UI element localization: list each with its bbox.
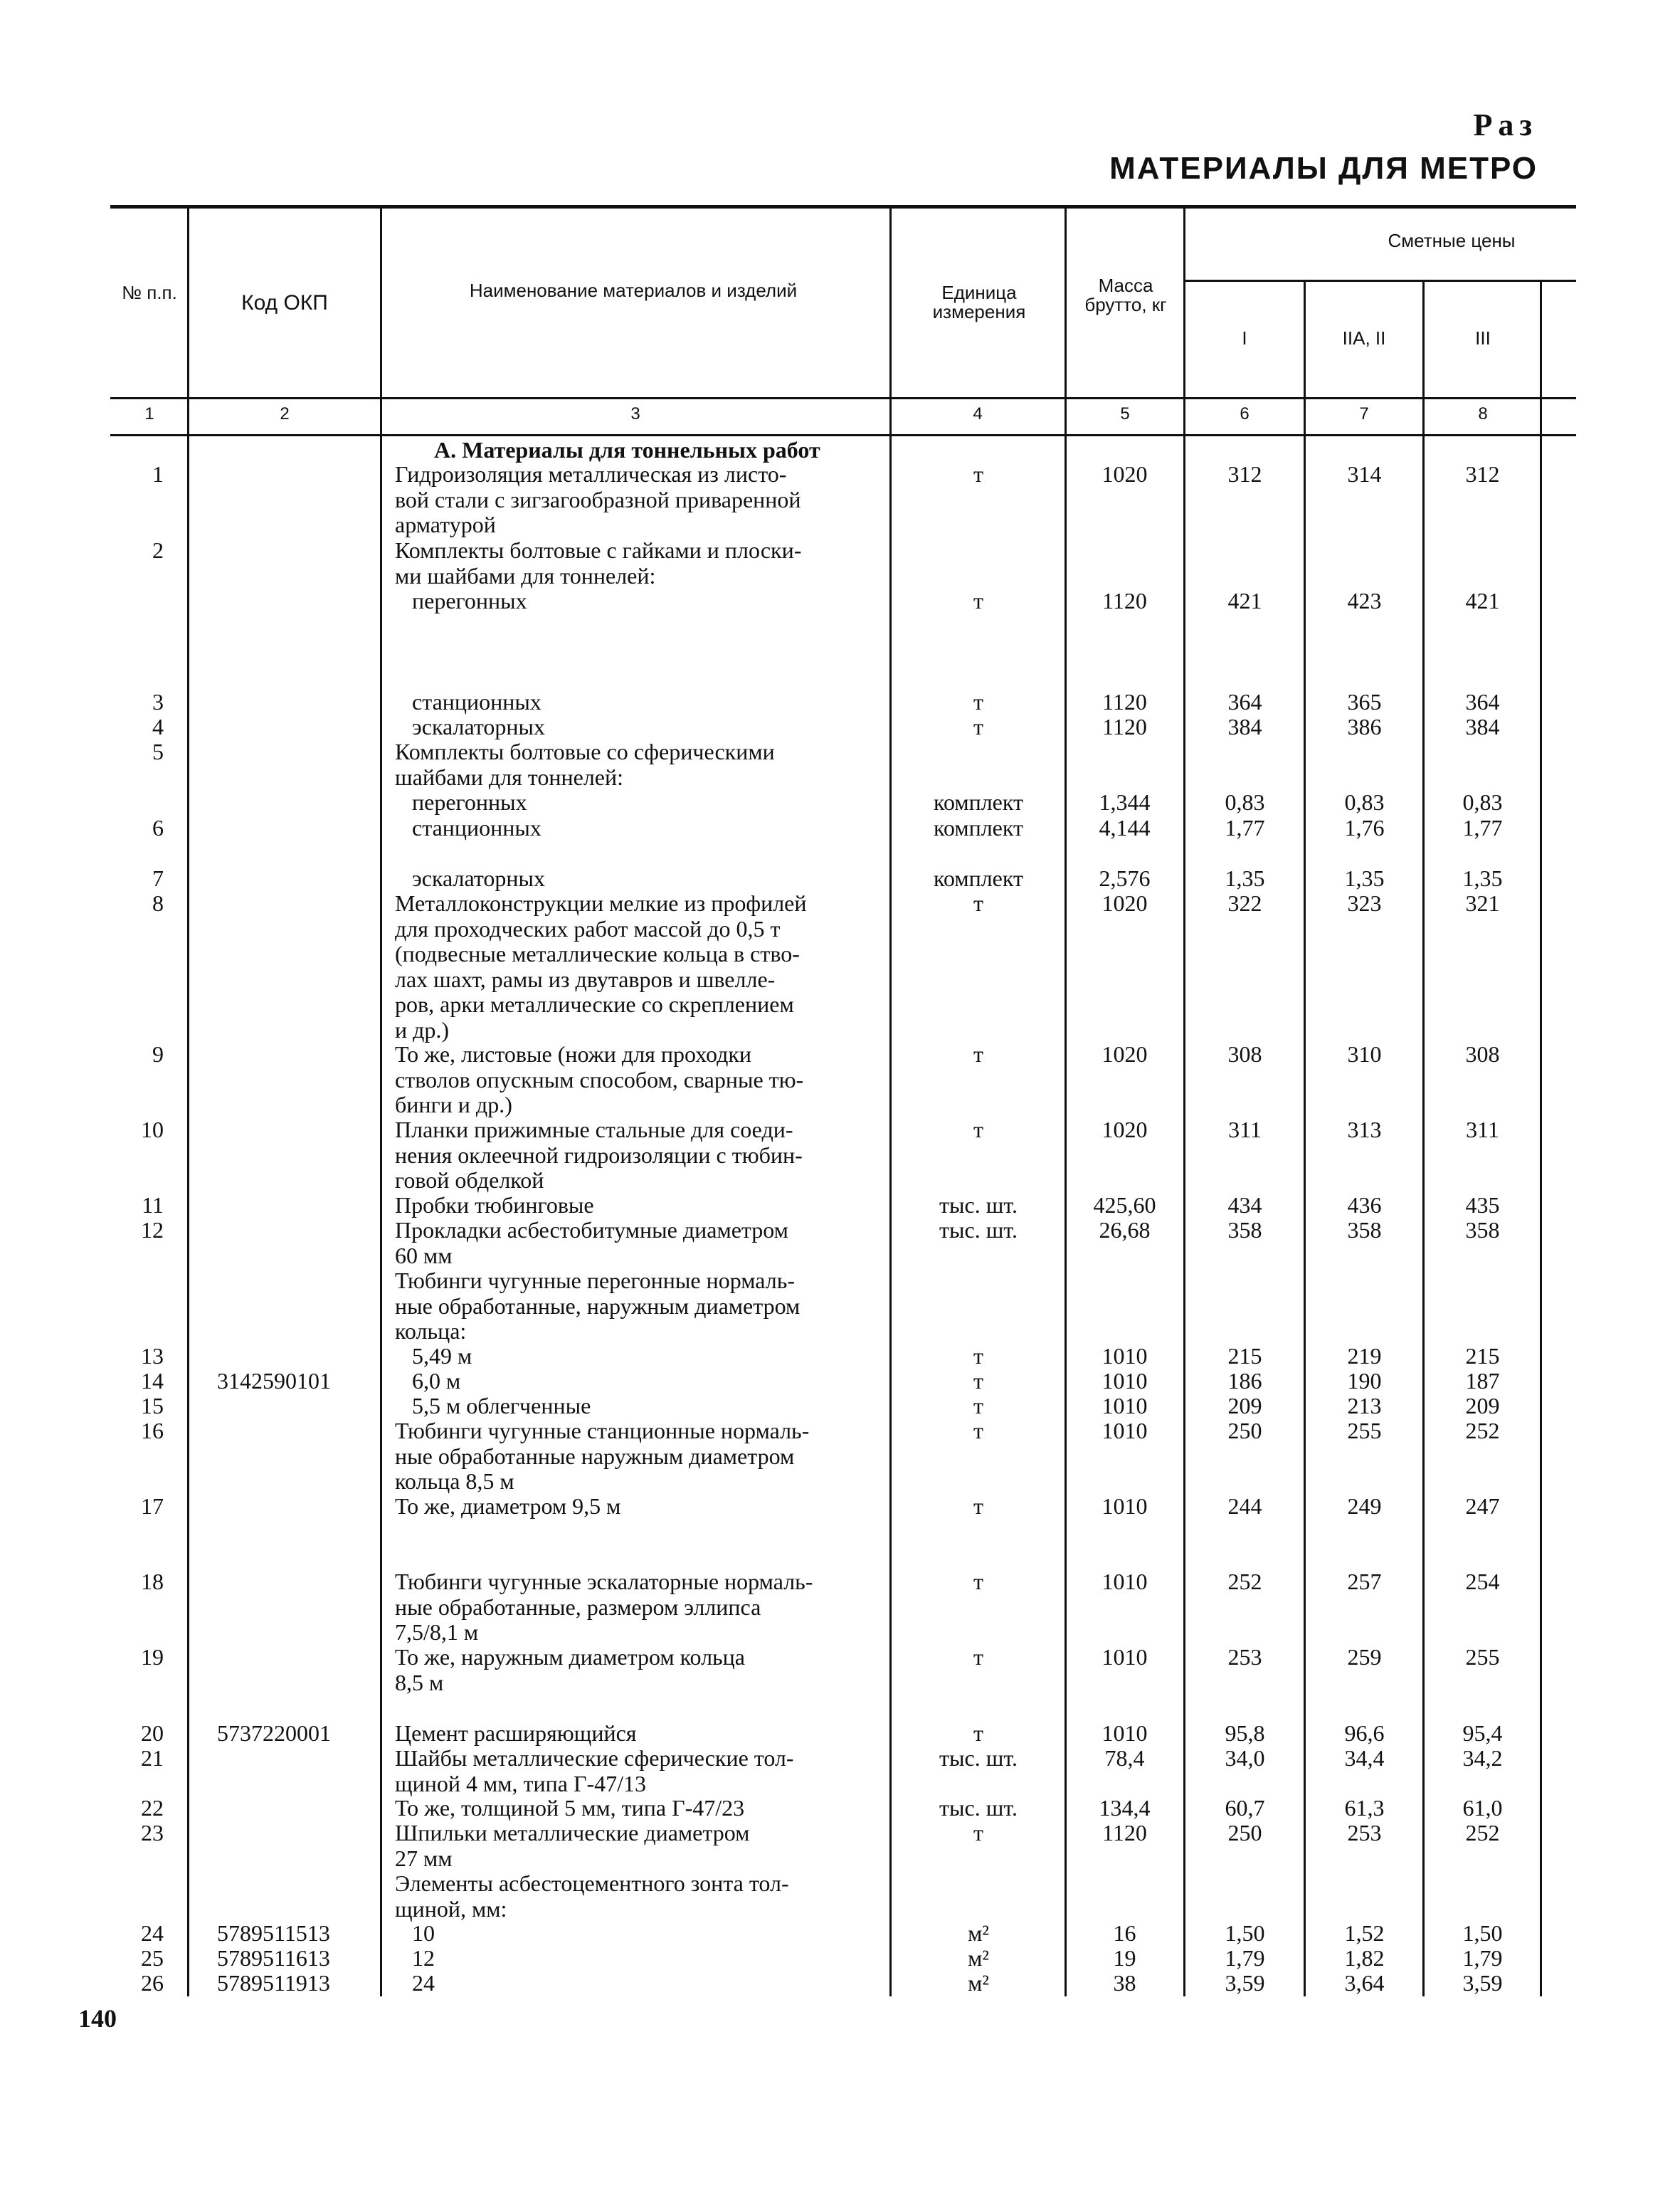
row-name-line: арматурой bbox=[395, 512, 496, 537]
row-number: 24 bbox=[141, 1920, 164, 1946]
row-unit: т bbox=[973, 890, 983, 916]
row-number: 23 bbox=[141, 1820, 164, 1846]
row-mass: 1120 bbox=[1102, 1820, 1147, 1846]
row-price-3: 321 bbox=[1465, 890, 1500, 916]
row-mass: 1010 bbox=[1101, 1418, 1148, 1443]
row-number: 5 bbox=[152, 739, 164, 764]
row-price-3: 421 bbox=[1465, 588, 1500, 614]
row-price-1: 34,0 bbox=[1225, 1745, 1265, 1771]
row-code: 5737220001 bbox=[217, 1720, 331, 1746]
row-price-3: 364 bbox=[1465, 689, 1500, 715]
row-number: 7 bbox=[152, 865, 164, 891]
row-price-2: 1,76 bbox=[1344, 815, 1385, 841]
row-unit: комплект bbox=[934, 815, 1023, 841]
row-name-line: кольца: bbox=[395, 1318, 467, 1344]
row-price-2: 1,52 bbox=[1344, 1920, 1385, 1946]
row-price-2: 358 bbox=[1347, 1217, 1382, 1243]
page-title: МАТЕРИАЛЫ ДЛЯ МЕТРО bbox=[1109, 151, 1538, 186]
row-price-2: 365 bbox=[1347, 689, 1382, 715]
prices-sub-rule bbox=[1185, 280, 1576, 282]
row-name-line: Шпильки металлические диаметром bbox=[395, 1820, 750, 1846]
row-price-1: 1,79 bbox=[1225, 1945, 1265, 1971]
row-price-1: 95,8 bbox=[1225, 1720, 1265, 1746]
row-name-line: Металлоконструкции мелкие из профилей bbox=[395, 890, 807, 916]
row-name-line: Комплекты болтовые с гайками и плоски- bbox=[395, 537, 802, 563]
row-price-2: 1,82 bbox=[1344, 1945, 1385, 1971]
row-name-line: вой стали с зигзагообразной приваренной bbox=[395, 486, 801, 512]
row-name-line: и др.) bbox=[395, 1016, 450, 1043]
colnum-3: 3 bbox=[630, 404, 640, 423]
row-number: 21 bbox=[141, 1745, 164, 1771]
row-name-line: 27 мм bbox=[395, 1845, 453, 1871]
row-price-1: 253 bbox=[1227, 1644, 1262, 1670]
colnum-5: 5 bbox=[1120, 404, 1130, 423]
row-price-1: 1,50 bbox=[1225, 1920, 1265, 1946]
row-unit: тыс. шт. bbox=[939, 1192, 1018, 1218]
row-mass: 2,576 bbox=[1099, 865, 1151, 891]
row-price-3: 95,4 bbox=[1462, 1720, 1503, 1746]
row-unit: т bbox=[973, 1343, 983, 1369]
colnum-8: 8 bbox=[1478, 404, 1488, 423]
row-number: 11 bbox=[142, 1192, 164, 1218]
row-name-line: Тюбинги чугунные перегонные нормаль- bbox=[395, 1268, 795, 1293]
row-name-line: шайбами для тоннелей: bbox=[395, 764, 623, 790]
row-number: 17 bbox=[141, 1493, 164, 1519]
row-number: 19 bbox=[141, 1644, 164, 1670]
row-price-1: 252 bbox=[1227, 1569, 1262, 1594]
row-price-3: 209 bbox=[1465, 1393, 1500, 1418]
row-price-1: 1,77 bbox=[1225, 815, 1265, 841]
row-name-line: ми шайбами для тоннелей: bbox=[395, 562, 656, 589]
row-price-1: 209 bbox=[1227, 1393, 1262, 1418]
row-unit: т bbox=[973, 1368, 983, 1394]
row-price-2: 313 bbox=[1347, 1117, 1382, 1142]
row-mass: 1010 bbox=[1101, 1720, 1148, 1746]
row-mass: 1010 bbox=[1101, 1393, 1148, 1418]
row-name-line: ров, арки металлические со скреплением bbox=[395, 991, 794, 1017]
row-mass: 38 bbox=[1113, 1970, 1136, 1996]
row-name-line: Пробки тюбинговые bbox=[395, 1192, 594, 1218]
row-unit: т bbox=[973, 714, 983, 739]
row-number: 12 bbox=[141, 1217, 164, 1243]
row-price-3: 312 bbox=[1465, 461, 1500, 487]
row-number: 26 bbox=[141, 1970, 164, 1996]
row-name-line: Тюбинги чугунные эскалаторные нормаль- bbox=[395, 1569, 813, 1594]
row-price-2: 423 bbox=[1347, 588, 1382, 614]
row-code: 3142590101 bbox=[217, 1368, 331, 1394]
row-unit: т bbox=[973, 588, 983, 614]
row-mass: 1120 bbox=[1102, 588, 1147, 614]
row-number: 22 bbox=[141, 1795, 164, 1821]
row-price-3: 247 bbox=[1465, 1493, 1500, 1519]
row-price-2: 3,64 bbox=[1344, 1970, 1385, 1996]
colnum-6: 6 bbox=[1240, 404, 1250, 423]
row-unit: т bbox=[973, 1569, 983, 1594]
row-mass: 1010 bbox=[1101, 1343, 1148, 1369]
row-name-line: эскалаторных bbox=[395, 865, 546, 891]
row-number: 9 bbox=[152, 1041, 164, 1067]
row-price-1: 311 bbox=[1228, 1117, 1262, 1142]
row-price-3: 1,35 bbox=[1462, 865, 1503, 891]
row-price-1: 364 bbox=[1227, 689, 1262, 715]
header-unit: Единица измерения bbox=[932, 282, 1026, 323]
row-price-3: 358 bbox=[1465, 1217, 1500, 1243]
row-price-2: 34,4 bbox=[1344, 1745, 1385, 1771]
row-price-2: 249 bbox=[1347, 1493, 1382, 1519]
row-name-line: То же, толщиной 5 мм, типа Г-47/23 bbox=[395, 1795, 745, 1821]
row-price-2: 190 bbox=[1347, 1368, 1382, 1394]
row-number: 8 bbox=[152, 890, 164, 916]
row-name-line: Элементы асбестоцементного зонта тол- bbox=[395, 1870, 789, 1896]
row-mass: 425,60 bbox=[1093, 1192, 1156, 1218]
row-name-line: лах шахт, рамы из двутавров и швелле- bbox=[395, 966, 776, 992]
row-mass: 1020 bbox=[1101, 890, 1148, 916]
row-price-1: 250 bbox=[1227, 1418, 1262, 1443]
row-name-line: 10 bbox=[395, 1920, 435, 1946]
row-mass: 78,4 bbox=[1104, 1745, 1145, 1771]
row-unit: тыс. шт. bbox=[939, 1745, 1018, 1771]
colnum-4: 4 bbox=[973, 404, 983, 423]
row-unit: т bbox=[973, 1117, 983, 1142]
row-mass: 134,4 bbox=[1099, 1795, 1151, 1821]
row-mass: 1020 bbox=[1101, 1117, 1148, 1142]
row-mass: 1120 bbox=[1102, 689, 1147, 715]
row-name-line: щиной 4 мм, типа Г-47/13 bbox=[395, 1770, 646, 1796]
header-code: Код ОКП bbox=[241, 291, 328, 315]
row-price-1: 60,7 bbox=[1225, 1795, 1265, 1821]
header-price-2: IIA, II bbox=[1342, 327, 1386, 349]
row-name-line: Цемент расширяющийся bbox=[395, 1720, 637, 1746]
row-price-3: 1,77 bbox=[1462, 815, 1503, 841]
row-number: 2 bbox=[152, 537, 164, 563]
row-name-line: 12 bbox=[395, 1945, 435, 1971]
row-name-line: эскалаторных bbox=[395, 714, 546, 739]
row-unit: т bbox=[973, 1493, 983, 1519]
row-unit: тыс. шт. bbox=[939, 1217, 1018, 1243]
row-name-line: ные обработанные, размером эллипса bbox=[395, 1594, 761, 1620]
row-number: 16 bbox=[141, 1418, 164, 1443]
row-name-line: ные обработанные наружным диаметром bbox=[395, 1443, 795, 1469]
row-price-1: 312 bbox=[1227, 461, 1262, 487]
row-unit: м² bbox=[968, 1945, 989, 1971]
row-unit: т bbox=[973, 1820, 983, 1846]
row-price-1: 384 bbox=[1227, 714, 1262, 739]
row-name-line: Комплекты болтовые со сферическими bbox=[395, 739, 775, 764]
row-price-3: 1,79 bbox=[1462, 1945, 1503, 1971]
row-mass: 1010 bbox=[1101, 1368, 1148, 1394]
row-unit: м² bbox=[968, 1920, 989, 1946]
row-name-line: станционных bbox=[395, 815, 541, 841]
row-name-line: Тюбинги чугунные станционные нормаль- bbox=[395, 1418, 810, 1443]
row-price-3: 254 bbox=[1465, 1569, 1500, 1594]
row-price-1: 434 bbox=[1227, 1192, 1262, 1218]
row-name-line: Прокладки асбестобитумные диаметром bbox=[395, 1217, 788, 1243]
row-unit: комплект bbox=[934, 865, 1023, 891]
row-name-line: Гидроизоляция металлическая из листо- bbox=[395, 461, 787, 487]
row-price-1: 1,35 bbox=[1225, 865, 1265, 891]
row-unit: т bbox=[973, 1418, 983, 1443]
row-number: 10 bbox=[141, 1117, 164, 1142]
row-price-1: 3,59 bbox=[1225, 1970, 1265, 1996]
row-name-line: бинги и др.) bbox=[395, 1092, 512, 1117]
row-price-1: 250 bbox=[1227, 1820, 1262, 1846]
row-unit: м² bbox=[968, 1970, 989, 1996]
row-mass: 4,144 bbox=[1099, 815, 1151, 841]
row-unit: т bbox=[973, 1644, 983, 1670]
row-price-2: 323 bbox=[1347, 890, 1382, 916]
row-number: 4 bbox=[152, 714, 164, 739]
row-name-line: 60 мм bbox=[395, 1242, 453, 1268]
row-name-line: Шайбы металлические сферические тол- bbox=[395, 1745, 794, 1771]
section-title: А. Материалы для тоннельных работ bbox=[434, 437, 820, 463]
row-price-2: 310 bbox=[1347, 1041, 1382, 1067]
row-price-2: 219 bbox=[1347, 1343, 1382, 1369]
row-price-1: 322 bbox=[1227, 890, 1262, 916]
row-price-3: 384 bbox=[1465, 714, 1500, 739]
row-mass: 1010 bbox=[1101, 1569, 1148, 1594]
header-bottom-rule bbox=[110, 397, 1576, 399]
row-price-3: 215 bbox=[1465, 1343, 1500, 1369]
row-number: 18 bbox=[141, 1569, 164, 1594]
row-mass: 1020 bbox=[1101, 1041, 1148, 1067]
row-number: 13 bbox=[141, 1343, 164, 1369]
row-price-3: 252 bbox=[1465, 1820, 1500, 1846]
row-number: 15 bbox=[141, 1393, 164, 1418]
row-number: 6 bbox=[152, 815, 164, 841]
row-price-1: 215 bbox=[1227, 1343, 1262, 1369]
row-number: 14 bbox=[141, 1368, 164, 1394]
row-name-line: (подвесные металлические кольца в ство- bbox=[395, 941, 800, 967]
row-mass: 16 bbox=[1113, 1920, 1136, 1946]
row-price-2: 436 bbox=[1347, 1192, 1382, 1218]
header-mass: Масса брутто, кг bbox=[1084, 275, 1167, 316]
row-unit: тыс. шт. bbox=[939, 1795, 1018, 1821]
row-price-3: 252 bbox=[1465, 1418, 1500, 1443]
row-price-2: 213 bbox=[1347, 1393, 1382, 1418]
row-price-2: 0,83 bbox=[1344, 789, 1385, 815]
row-name-line: для проходческих работ массой до 0,5 т bbox=[395, 915, 781, 942]
header-prices: Сметные цены bbox=[1388, 230, 1516, 251]
row-mass: 1010 bbox=[1101, 1644, 1148, 1670]
row-mass: 19 bbox=[1113, 1945, 1136, 1971]
row-price-2: 96,6 bbox=[1344, 1720, 1385, 1746]
section-heading: Раз bbox=[1473, 107, 1538, 142]
row-name-line: станционных bbox=[395, 689, 541, 715]
row-unit: т bbox=[973, 461, 983, 487]
row-number: 25 bbox=[141, 1945, 164, 1971]
header-price-1: I bbox=[1242, 327, 1247, 349]
row-mass: 1020 bbox=[1101, 461, 1148, 487]
colnum-bottom-rule bbox=[110, 434, 1576, 436]
row-name-line: стволов опускным способом, сварные тю- bbox=[395, 1066, 804, 1092]
row-price-3: 34,2 bbox=[1462, 1745, 1503, 1771]
colnum-2: 2 bbox=[280, 404, 290, 423]
colnum-1: 1 bbox=[144, 404, 154, 423]
row-name-line: говой обделкой bbox=[395, 1167, 544, 1193]
row-name-line: 6,0 м bbox=[395, 1368, 461, 1394]
row-mass: 1120 bbox=[1102, 714, 1147, 739]
col-divider-5 bbox=[1183, 209, 1185, 1996]
col-divider-1 bbox=[187, 209, 189, 1996]
row-price-3: 311 bbox=[1466, 1117, 1499, 1142]
row-unit: комплект bbox=[934, 789, 1023, 815]
row-name-line: 5,5 м облегченные bbox=[395, 1393, 591, 1418]
row-price-2: 255 bbox=[1347, 1418, 1382, 1443]
row-unit: т bbox=[973, 689, 983, 715]
row-price-2: 259 bbox=[1347, 1644, 1382, 1670]
row-price-2: 253 bbox=[1347, 1820, 1382, 1846]
row-price-1: 0,83 bbox=[1225, 789, 1265, 815]
row-price-2: 386 bbox=[1347, 714, 1382, 739]
header-price-3: III bbox=[1475, 327, 1491, 349]
row-price-3: 255 bbox=[1465, 1644, 1500, 1670]
row-price-2: 314 bbox=[1347, 461, 1382, 487]
row-name-line: 24 bbox=[395, 1970, 435, 1996]
row-code: 5789511613 bbox=[217, 1945, 330, 1971]
row-code: 5789511513 bbox=[217, 1920, 330, 1946]
row-price-3: 1,50 bbox=[1462, 1920, 1503, 1946]
row-price-2: 61,3 bbox=[1344, 1795, 1385, 1821]
row-name-line: 5,49 м bbox=[395, 1343, 472, 1369]
row-name-line: 8,5 м bbox=[395, 1669, 444, 1695]
row-price-3: 3,59 bbox=[1462, 1970, 1503, 1996]
row-mass: 1,344 bbox=[1099, 789, 1151, 815]
row-unit: т bbox=[973, 1393, 983, 1418]
row-number: 20 bbox=[141, 1720, 164, 1746]
row-mass: 1010 bbox=[1101, 1493, 1148, 1519]
row-mass: 26,68 bbox=[1099, 1217, 1151, 1243]
row-price-3: 61,0 bbox=[1462, 1795, 1503, 1821]
row-name-line: Планки прижимные стальные для соеди- bbox=[395, 1117, 793, 1142]
row-name-line: 7,5/8,1 м bbox=[395, 1619, 479, 1645]
row-price-3: 435 bbox=[1465, 1192, 1500, 1218]
row-price-1: 358 bbox=[1227, 1217, 1262, 1243]
colnum-7: 7 bbox=[1359, 404, 1369, 423]
row-unit: т bbox=[973, 1041, 983, 1067]
row-name-line: То же, диаметром 9,5 м bbox=[395, 1493, 621, 1519]
row-price-1: 244 bbox=[1227, 1493, 1262, 1519]
row-price-2: 257 bbox=[1347, 1569, 1382, 1594]
row-name-line: перегонных bbox=[395, 789, 527, 815]
row-number: 3 bbox=[152, 689, 164, 715]
table-top-rule bbox=[110, 205, 1576, 209]
row-price-3: 308 bbox=[1465, 1041, 1500, 1067]
row-name-line: щиной, мм: bbox=[395, 1895, 507, 1922]
header-name: Наименование материалов и изделий bbox=[469, 280, 798, 301]
row-price-3: 0,83 bbox=[1462, 789, 1503, 815]
row-name-line: То же, листовые (ножи для проходки bbox=[395, 1041, 752, 1067]
row-code: 5789511913 bbox=[217, 1970, 330, 1996]
row-name-line: ные обработанные, наружным диаметром bbox=[395, 1292, 801, 1319]
row-price-2: 1,35 bbox=[1344, 865, 1385, 891]
row-name-line: нения оклеечной гидроизоляции с тюбин- bbox=[395, 1142, 803, 1168]
row-number: 1 bbox=[152, 461, 164, 487]
header-num: № п.п. bbox=[122, 282, 177, 303]
row-name-line: То же, наружным диаметром кольца bbox=[395, 1644, 745, 1670]
row-price-1: 308 bbox=[1227, 1041, 1262, 1067]
row-unit: т bbox=[973, 1720, 983, 1746]
row-price-1: 186 bbox=[1227, 1368, 1262, 1394]
page-number: 140 bbox=[78, 2004, 117, 2033]
row-price-1: 421 bbox=[1227, 588, 1262, 614]
row-price-3: 187 bbox=[1465, 1368, 1500, 1394]
row-name-line: кольца 8,5 м bbox=[395, 1468, 514, 1494]
row-name-line: перегонных bbox=[395, 588, 527, 614]
